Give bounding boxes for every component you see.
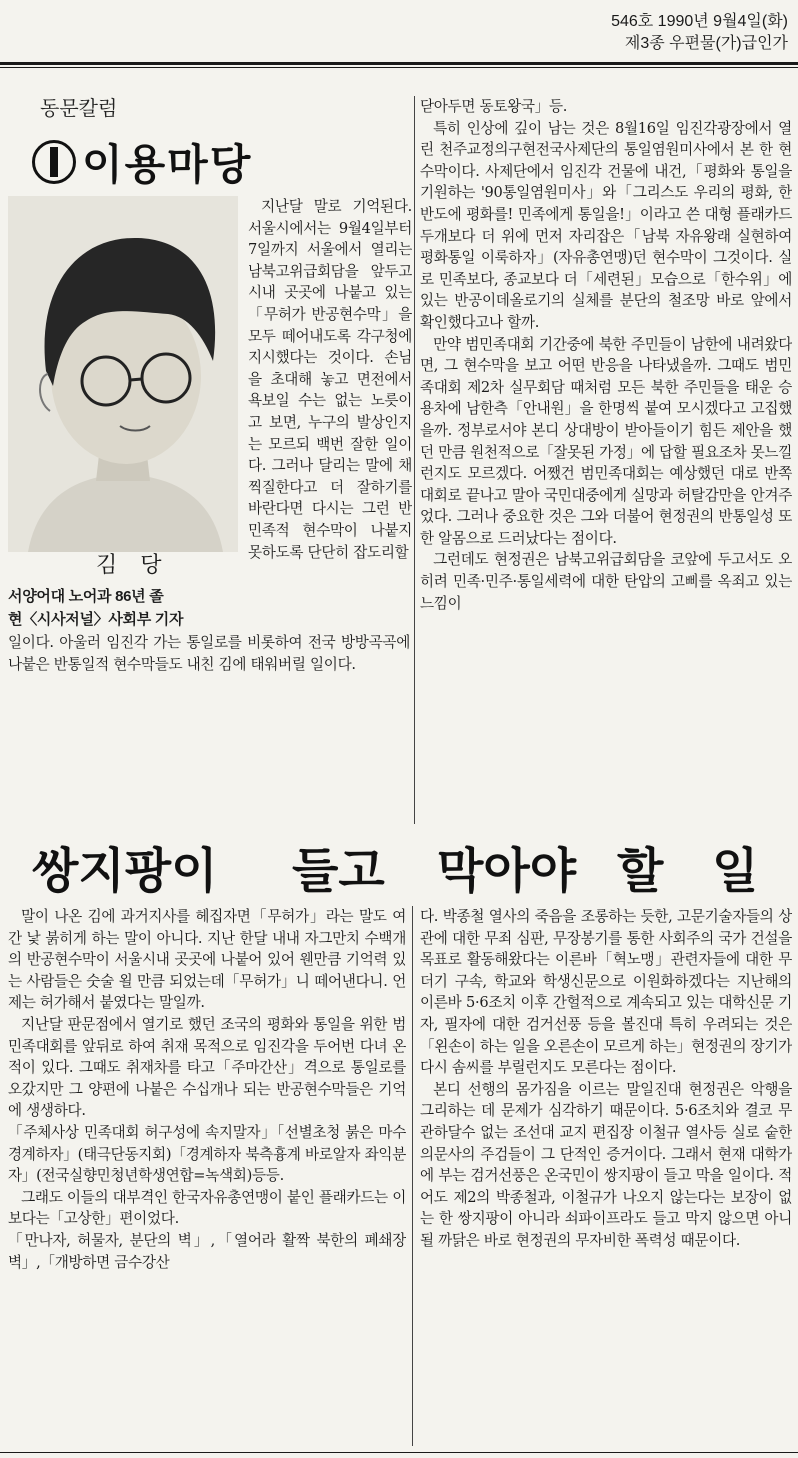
- author-photo: [8, 196, 238, 552]
- article-paragraph: 「주체사상 민족대회 허구성에 속지말자」「선별초청 붉은 마수 경계하자」(태극단동지회)「경계하자 북측흉계 바로알자 좌익분자」(전국실향민청년학생연합=녹색회)등등.: [8, 1123, 406, 1185]
- column-kicker: 동문칼럼: [40, 98, 118, 120]
- headline: [32, 832, 772, 902]
- article-paragraph: 다. 박종철 열사의 죽음을 조롱하는 듯한, 고문기술자들의 상관에 대한 무죄 심판, 무장봉기를 통한 사회주의 국가 건설을 목표로 활동해왔다는 이른바「혁노맹」관련자들에 대한 무더기 구속, 학교와 학생신문으로 이원화하겠다는 지난해의 이른바 5·6조치 이후 간헐적으로 계속되고 있는 대학신문 기자, 필자에 대한 검거선풍 등을 볼진대 특히 우려되는 것은「왼손이 하는 일을 오른손이 모르게 하는」현정권의 장기가 다시 솜씨를 부릴런지도 모른다는 점이다.: [420, 908, 792, 1077]
- article-paragraph: 지난달 판문점에서 열기로 했던 조국의 평화와 통일을 위한 범민족대회를 앞뒤로 하여 취재 목적으로 임진각을 두어번 다녀 온 적이 있다. 그때도 취재차를 타고「주마간산」격으로 통일로를 오갔지만 그 양편에 나붙은 수십개나 되는 반공현수막들은 기억에 생생하다.: [8, 1015, 406, 1120]
- top-rule-thin: [0, 67, 798, 68]
- column-title-text: 이용마당: [82, 141, 253, 188]
- article-paragraph: 「만나자, 허물자, 분단의 벽」,「열어라 활짝 북한의 폐쇄장벽」,「개방하면 금수강산: [8, 1231, 406, 1271]
- article-right-top: [420, 96, 792, 826]
- article-paragraph: 특히 인상에 깊이 남는 것은 8월16일 임진각광장에서 열린 천주교정의구현전국사제단의 통일염원미사에서 본 한 현수막이다. 사제단에서 임진각 건물에 내건,「평화와 통일을 기원하는 '90통일염원미사」와「그리스도 우리의 평화, 한반도에 평화를! 민족에게 통일을!」이라고 쓴 대형 플래카드 두개보다 더 위에 먼저 자리잡은「남북 자유왕래 실현하여 평화통일 이룩하자」(자유총연맹)던 현수막이 그것이다. 실로 민족보다, 종교보다 더「세련된」모습으로「한수위」에 있는 반공이데올로기의 실체를 분단의 철조망 바로 앞에서 확인했다고나 할까.: [420, 119, 792, 331]
- bottom-column-divider: [412, 906, 413, 1446]
- issue-line: 546호 1990년 9월4일(화): [611, 13, 788, 30]
- author-name: 김 당: [96, 553, 170, 578]
- top-rule: [0, 62, 798, 65]
- article-right-bottom: [420, 906, 792, 1451]
- top-column-divider: [414, 96, 415, 824]
- column-logo-icon: [32, 140, 76, 184]
- article-left-bottom: [8, 906, 406, 1451]
- author-portrait-icon: [8, 196, 238, 552]
- article-paragraph: 그런데도 현정권은 남북고위급회담을 코앞에 두고서도 오히려 민족·민주·통일세력에 대한 탄압의 고삐를 옥죄고 있는 느낌이: [420, 551, 792, 612]
- headline-word: 막아야: [437, 843, 577, 899]
- article-left-top-para: 지난달 말로 기억된다. 서울시에서는 9월4일부터 7일까지 서울에서 열리는 남북고위급회담을 앞두고 시내 곳곳에 나붙고 있는「무허가 반공현수막」을 모두 떼어내도록 각구청에 지시했다는 것이다. 손님을 초대해 놓고 면전에서 욕보일 수는 없는 노릇이고 보면, 누구의 발상인지는 모르되 백번 잘한 일이다. 그러나 달리는 말에 채찍질한다고 더 잘하기를 바란다면 다시는 그런 반민족적 현수막이 나붙지 못하도록 단단히 잡도리할: [248, 198, 412, 561]
- author-affiliation-1: 서양어대 노어과 86년 졸: [8, 588, 164, 605]
- article-paragraph: 닫아두면 동토왕국」등.: [420, 98, 568, 115]
- article-paragraph: 그래도 이들의 대부격인 한국자유총연맹이 붙인 플래카드는 이보다는「고상한」편이었다.: [8, 1188, 406, 1228]
- article-left-top-continued: 일이다. 아울러 임진각 가는 통일로를 비롯하여 전국 방방곡곡에 나붙은 반통일적 현수막들도 내친 김에 태워버릴 일이다.: [8, 634, 410, 673]
- headline-word: 쌍지팡이: [32, 843, 218, 899]
- column-title: [32, 132, 252, 192]
- article-left-top-cont: [8, 632, 410, 826]
- author-affiliation-2: 현〈시사저널〉사회부 기자: [8, 611, 184, 628]
- article-left-top-wrap: [248, 196, 412, 566]
- headline-word: 할: [617, 843, 664, 899]
- bottom-rule: [0, 1452, 798, 1453]
- article-paragraph: 말이 나온 김에 과거지사를 헤집자면「무허가」라는 말도 여간 낯 붉히게 하는 말이 아니다. 지난 한달 내내 자그만치 수백개의 반공현수막이 서울시내 곳곳에 나붙어 있어 웬만큼 기억력 있는 사람들은 숫술 욀 만큼 되었는데「무허가」니 떼어낸다니. 언제는 허가해서 붙였다는 말일까.: [8, 908, 406, 1012]
- headline-word: 들고: [292, 843, 385, 899]
- article-paragraph: 본디 선행의 몸가짐을 이르는 말일진대 현정권은 악행을 그리하는 데 문제가 심각하기 때문이다. 5·6조치와 결코 무관하달수 없는 조선대 교지 편집장 이철규 열사등 실로 숱한 의문사의 주검들이 그 단적인 증거이다. 그래서 현재 대학가에 부는 검거선풍은 온국민이 쌍지팡이 들고 막을 일이다. 적어도 제2의 박종철과, 이철규가 나오지 않는다는 보장이 없는 한 쌍지팡이 아니라 쇠파이프라도 들고 막지 않으면 아니될 까닭은 바로 현정권의 무자비한 폭력성 때문이다.: [420, 1080, 792, 1249]
- postal-line: 제3종 우편물(가)급인가: [624, 35, 788, 52]
- article-paragraph: 만약 범민족대회 기간중에 북한 주민들이 남한에 내려왔다면, 그 현수막을 보고 어떤 반응을 나타냈을까. 그때도 범민족대회 제2차 실무회담 때처럼 모든 북한 주민들을 태운 승용차에 남한측「안내원」을 한명씩 붙여 모시겠다고 고집했을까. 정부로서야 본디 상대방이 받아들이기 힘든 제안을 했던 만큼 원천적으로「잘못된 가정」에 답할 필요조차 못느낄런지도 모르겠다. 어쨌건 범민족대회는 예상했던 대로 반쪽대회로 끝나고 말아 국민대중에게 실망과 허탈감만을 안겨주었다. 그러나 중요한 것은 그와 더불어 현정권의 반통일성 또한 알몸으로 드러났다는 점이다.: [420, 335, 792, 547]
- headline-word: 일: [712, 843, 759, 899]
